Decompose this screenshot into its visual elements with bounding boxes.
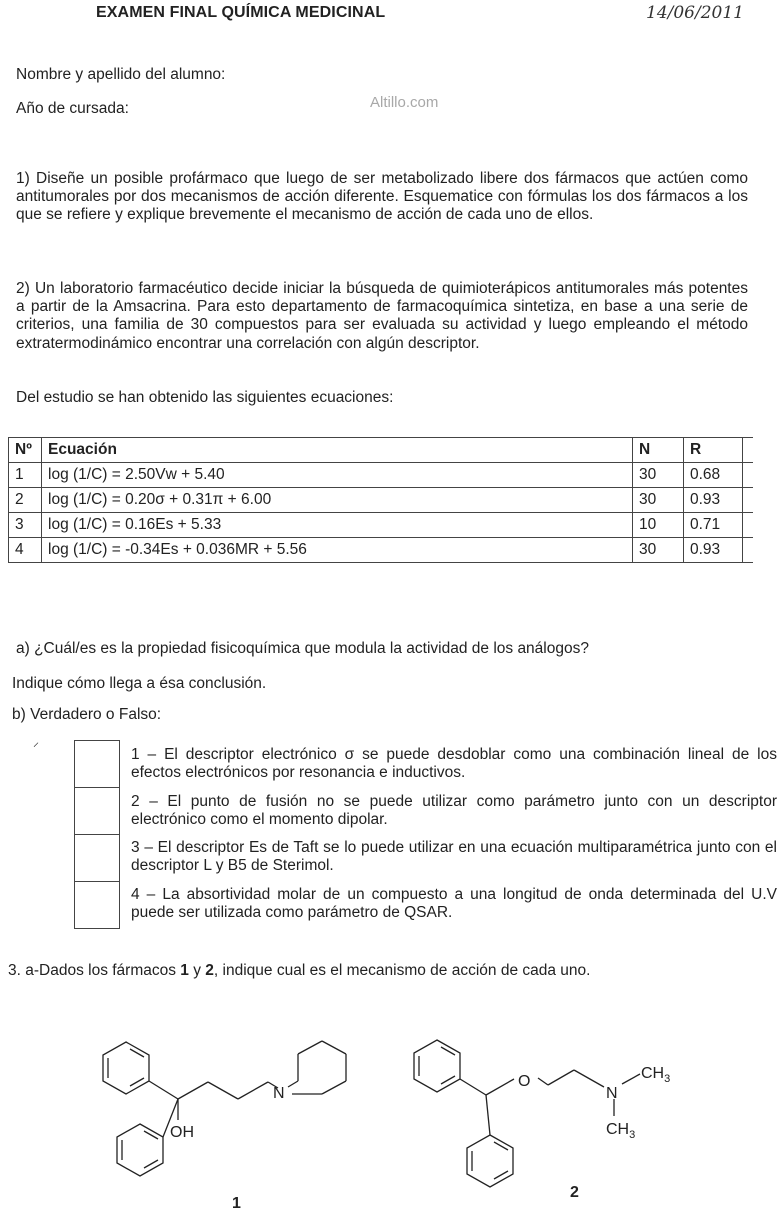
row-n: 30 [633,488,684,513]
row-equation: log (1/C) = 0.20σ + 0.31π + 6.00 [42,488,633,513]
row-cut [743,538,754,563]
exam-title: EXAMEN FINAL QUÍMICA MEDICINAL [96,4,386,21]
question-2a-line2: Indique cómo llega a ésa conclusión. [12,675,267,692]
structure-2-phenyl-bottom [467,1135,513,1187]
row-n: 30 [633,463,684,488]
exam-date: 14/06/2011 [646,3,744,23]
structure-1-n-atom: N [273,1085,285,1102]
row-cut [743,488,754,513]
chemical-structures [0,1010,780,1223]
tf-statement-3: 3 – El descriptor Es de Taft se lo puede utilizar en una ecuación multiparamétrica junto con el descriptor L y B5 de Sterimol. [131,839,777,874]
tf-statement-4: 4 – La absortividad molar de un compuesto a una longitud de onda determinada del U.V puede ser utilizada como parámetro de QSAR. [131,886,777,921]
question-2-intro: 2) Un laboratorio farmacéutico decide iniciar la búsqueda de quimioterápicos antitumorales más potentes a partir de la Amsacrina. Para esto departamento de farmacoquímica sintetiza, en base a una serie de criterios, una familia de 30 compuestos para ser evaluada su actividad y luego empleando el método extratermodinámico encontrar una correlación con algún descriptor. [16,280,748,352]
row-number: 1 [9,463,42,488]
structure-2-ch3-bottom: $CH_3$ [606,1121,636,1141]
pen-mark: ⸝ [33,735,40,749]
q3-drug-2: 2 [205,962,214,979]
structure-2-ch3-top: $CH_3$ [641,1065,671,1085]
row-number: 2 [9,488,42,513]
row-equation: log (1/C) = -0.34Es + 0.036MR + 5.56 [42,538,633,563]
table-row [9,513,754,538]
col-header-cut [743,438,754,463]
row-r: 0.93 [684,488,743,513]
table-row [9,538,754,563]
question-2-lead: Del estudio se han obtenido las siguientes ecuaciones: [16,389,394,406]
table-row [9,488,754,513]
question-2b-label: b) Verdadero o Falso: [12,706,162,723]
structure-2-o-atom: O [518,1073,531,1090]
question-3 [8,962,590,980]
structure-1-phenyl-bottom [117,1124,163,1176]
col-header-r: R [684,438,743,463]
structure-2-n-atom: N [606,1085,618,1102]
q3-prefix: 3. a-Dados los fármacos [8,962,181,979]
structure-1-label: 1 [232,1195,241,1212]
row-equation: log (1/C) = 2.50Vw + 5.40 [42,463,633,488]
structure-1-piperidine [288,1041,346,1094]
tf-answer-box-3[interactable] [75,835,120,882]
row-equation: log (1/C) = 0.16Es + 5.33 [42,513,633,538]
row-r: 0.68 [684,463,743,488]
tf-answer-box-2[interactable] [75,788,120,835]
row-n: 10 [633,513,684,538]
question-2a-line1: a) ¿Cuál/es es la propiedad fisicoquímica que modula la actividad de los análogos? [16,640,589,657]
equations-table [8,437,753,563]
q3-mid: y [188,962,206,979]
question-1: 1) Diseñe un posible profármaco que luego de ser metabolizado libere dos fármacos que actúen como antitumorales por dos mecanismos de acción diferente. Esquematice con fórmulas los dos fármacos a los que se refiere y explique brevemente el mecanismo de acción de cada uno de ellos. [16,170,748,224]
row-r: 0.71 [684,513,743,538]
col-header-n: N [633,438,684,463]
tf-statement-1: 1 – El descriptor electrónico σ se puede desdoblar como una combinación lineal de los efectos electrónicos por resonancia e inductivos. [131,746,777,781]
col-header-no: Nº [9,438,42,463]
structure-1-oh-group: OH [170,1124,194,1141]
student-name-label: Nombre y apellido del alumno: [16,66,226,83]
table-row [9,463,754,488]
course-year-label: Año de cursada: [16,100,129,117]
row-cut [743,463,754,488]
row-n: 30 [633,538,684,563]
tf-statement-2: 2 – El punto de fusión no se puede utilizar como parámetro junto con un descriptor electrónico como el momento dipolar. [131,793,777,828]
tf-answer-box-1[interactable] [75,741,120,788]
structure-1-phenyl-top [103,1042,149,1094]
structure-2-phenyl-top [414,1040,460,1092]
col-header-equation: Ecuación [42,438,633,463]
row-number: 4 [9,538,42,563]
row-r: 0.93 [684,538,743,563]
true-false-boxes [74,740,120,929]
row-number: 3 [9,513,42,538]
structure-2-label: 2 [570,1184,579,1201]
watermark-text: Altillo.com [370,94,439,111]
q3-drug-1: 1 [180,962,189,979]
row-cut [743,513,754,538]
table-header-row [9,438,754,463]
tf-answer-box-4[interactable] [75,882,120,929]
q3-suffix: , indique cual es el mecanismo de acción de cada uno. [213,962,591,979]
